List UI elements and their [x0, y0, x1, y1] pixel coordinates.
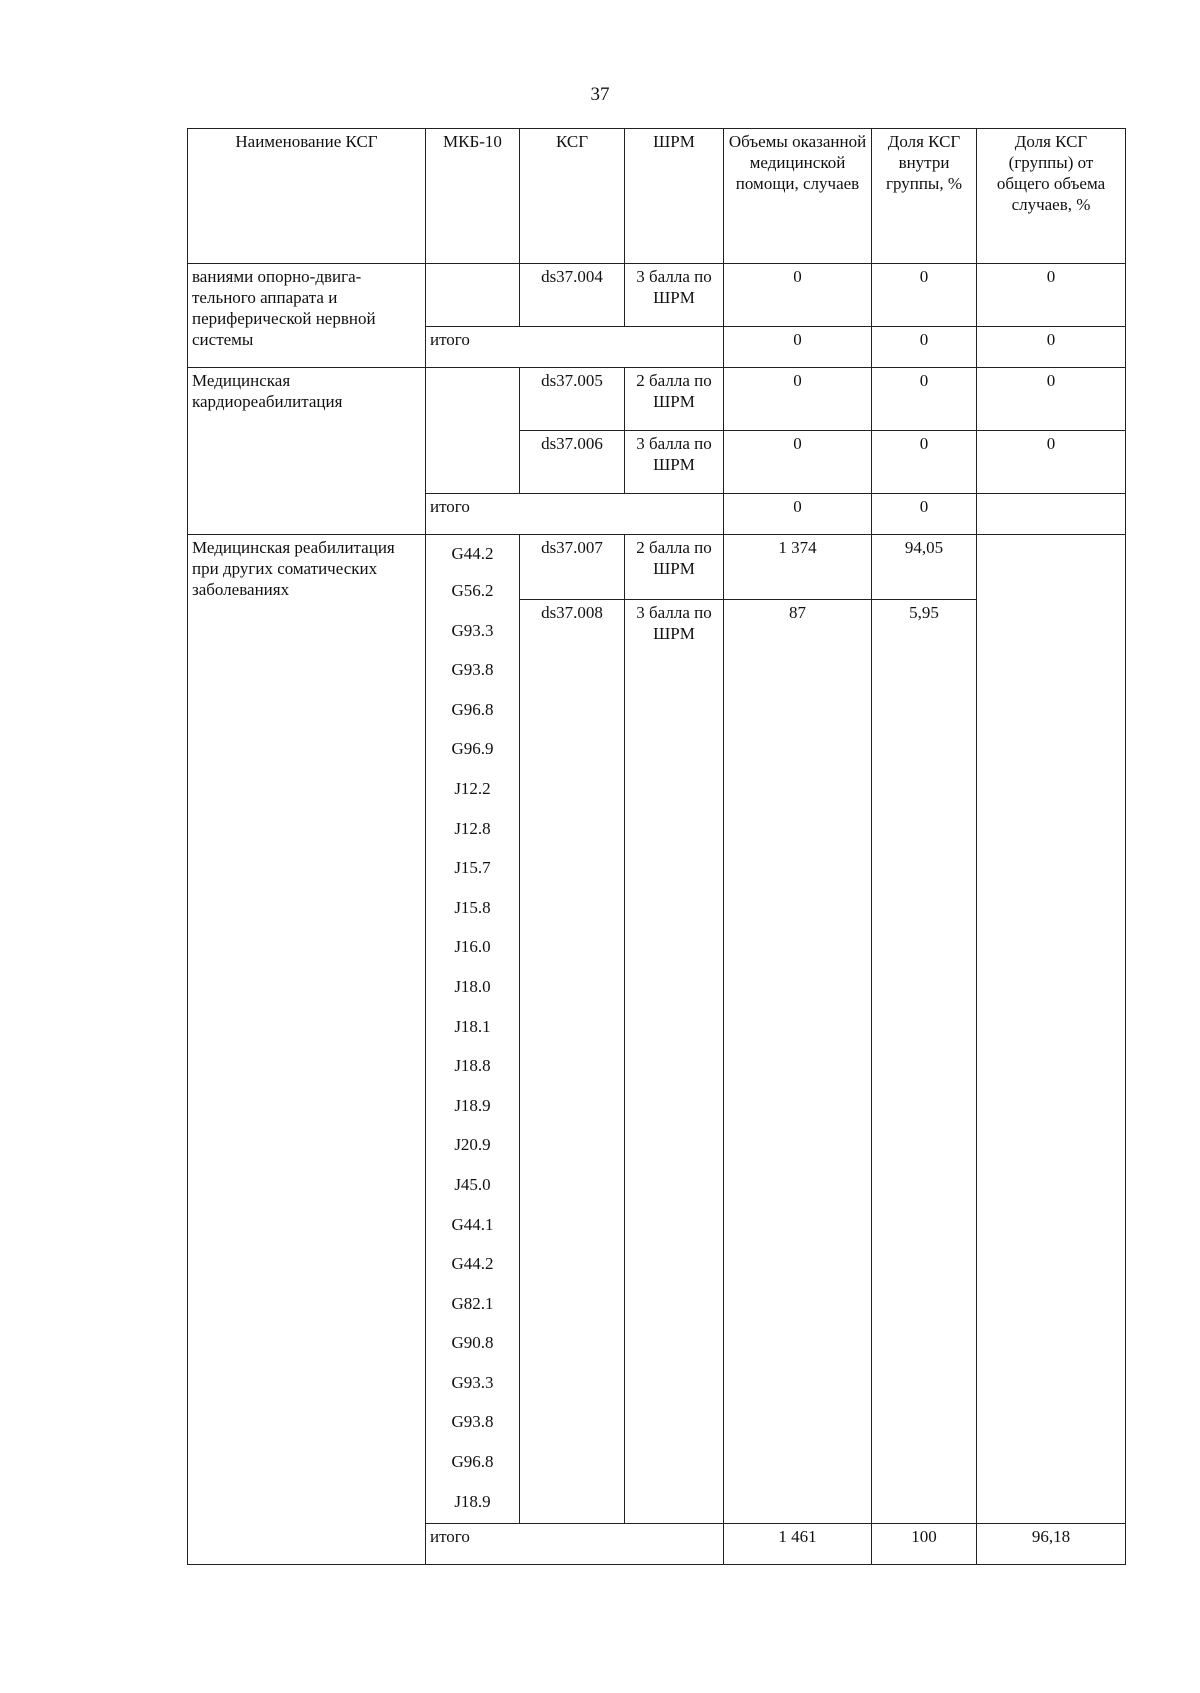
mkb-code: G44.1 — [451, 1214, 494, 1234]
mkb-code: J18.9 — [454, 1095, 491, 1115]
table-row — [188, 368, 1126, 431]
share-total-cell: 0 — [977, 431, 1126, 494]
shrm-cell: 3 балла по ШРМ — [625, 431, 724, 494]
ksg-code: ds37.005 — [520, 368, 625, 431]
mkb-code: J18.9 — [454, 1491, 491, 1511]
mkb-code: G93.3 — [451, 620, 494, 640]
mkb-code: G90.8 — [451, 1333, 494, 1353]
mkb-code: J18.8 — [454, 1056, 491, 1076]
mkb-code: J18.0 — [454, 976, 491, 996]
mkb-code: G96.9 — [451, 739, 494, 759]
header-row — [188, 129, 1126, 264]
total-share-in-group: 0 — [872, 494, 977, 535]
volume-cell: 0 — [724, 264, 872, 327]
total-share-total — [977, 494, 1126, 535]
mkb-code: J20.9 — [454, 1135, 491, 1155]
total-label: итого — [426, 494, 724, 535]
total-share-total: 0 — [977, 327, 1126, 368]
share-total-cell: 0 — [977, 368, 1126, 431]
total-share-total: 96,18 — [977, 1524, 1126, 1565]
total-label: итого — [426, 1524, 724, 1565]
header-name: Наименование КСГ — [188, 129, 426, 264]
table-row — [188, 264, 1126, 327]
shrm-cell: 2 балла по ШРМ — [625, 368, 724, 431]
mkb-code: G93.8 — [451, 1412, 494, 1432]
header-share-total: Доля КСГ (группы) от общего объема случаев, % — [977, 129, 1126, 264]
ksg-code: ds37.006 — [520, 431, 625, 494]
mkb-code: G93.8 — [451, 660, 494, 680]
share-in-group-cell: 0 — [872, 431, 977, 494]
volume-cell: 0 — [724, 368, 872, 431]
mkb-code: J18.1 — [454, 1016, 491, 1036]
table-row — [188, 535, 1126, 600]
total-volume: 1 461 — [724, 1524, 872, 1565]
total-share-in-group: 100 — [872, 1524, 977, 1565]
total-volume: 0 — [724, 494, 872, 535]
ksg-code: ds37.007 — [520, 535, 625, 600]
mkb-code: G82.1 — [451, 1293, 494, 1313]
section-name: Медицинская реабилитация при других соматических заболеваниях — [188, 535, 426, 1565]
share-total-cell — [977, 535, 1126, 1524]
mkb-cell — [426, 368, 520, 494]
header-mkb: МКБ-10 — [426, 129, 520, 264]
header-volume: Объемы оказанной медицинской помощи, случаев — [724, 129, 872, 264]
total-label: итого — [426, 327, 724, 368]
mkb-cell — [426, 264, 520, 327]
header-share-in-group: Доля КСГ внутри группы, % — [872, 129, 977, 264]
header-shrm: ШРМ — [625, 129, 724, 264]
share-in-group-cell: 5,95 — [872, 599, 977, 1524]
mkb-code: G96.8 — [451, 1452, 494, 1472]
ksg-code: ds37.008 — [520, 599, 625, 1524]
mkb-code: G93.3 — [451, 1372, 494, 1392]
mkb-code: J16.0 — [454, 937, 491, 957]
total-volume: 0 — [724, 327, 872, 368]
section-name: ваниями опорно-двига-тельного аппарата и периферической нервной системы — [188, 264, 426, 368]
page-number: 37 — [590, 84, 610, 105]
mkb-code: G96.8 — [451, 699, 494, 719]
share-in-group-cell: 94,05 — [872, 535, 977, 600]
mkb-code: J12.2 — [454, 778, 491, 798]
mkb-codes-cell — [426, 535, 520, 1524]
mkb-code: J15.8 — [454, 897, 491, 917]
section-name: Медицинская кардиореабилитация — [188, 368, 426, 535]
total-share-in-group: 0 — [872, 327, 977, 368]
ksg-code: ds37.004 — [520, 264, 625, 327]
volume-cell: 0 — [724, 431, 872, 494]
mkb-code: G44.2 — [451, 1254, 494, 1274]
share-in-group-cell: 0 — [872, 368, 977, 431]
header-ksg: КСГ — [520, 129, 625, 264]
ksg-table — [187, 128, 1126, 1565]
shrm-cell: 3 балла по ШРМ — [625, 599, 724, 1524]
volume-cell: 1 374 — [724, 535, 872, 600]
mkb-code: G44.2 — [451, 544, 494, 563]
mkb-code: J12.8 — [454, 818, 491, 838]
share-total-cell: 0 — [977, 264, 1126, 327]
volume-cell: 87 — [724, 599, 872, 1524]
mkb-code: J15.7 — [454, 858, 491, 878]
mkb-code: G56.2 — [451, 581, 494, 600]
mkb-code: J45.0 — [454, 1174, 491, 1194]
share-in-group-cell: 0 — [872, 264, 977, 327]
shrm-cell: 3 балла по ШРМ — [625, 264, 724, 327]
shrm-cell: 2 балла по ШРМ — [625, 535, 724, 600]
